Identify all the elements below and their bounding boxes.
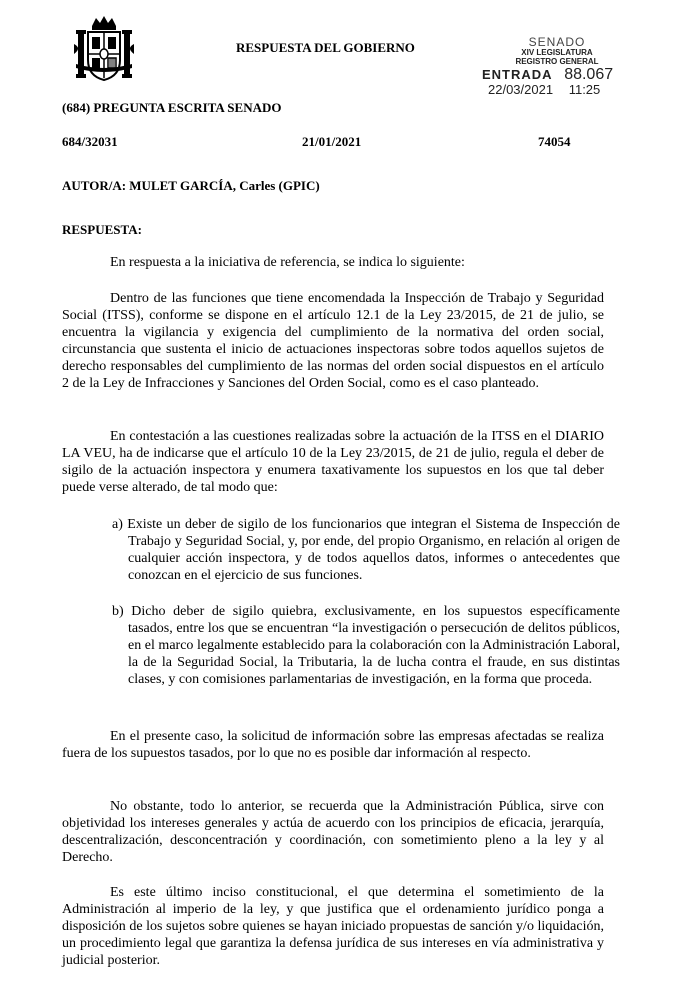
paragraph-present-case: En el presente caso, la solicitud de información sobre las empresas afectadas se realiza fuera de los supuestos tasados, por lo que no es posible dar información al respecto. [62, 729, 604, 761]
stamp-registro: REGISTRO GENERAL [515, 57, 599, 66]
question-number: 74054 [538, 134, 571, 149]
senate-registry-stamp [482, 36, 632, 97]
stamp-time: 11:25 [568, 82, 601, 97]
stamp-entrada-number: 88.067 [564, 66, 614, 83]
list-item-b: b) Dicho deber de sigilo quiebra, exclusivamente, en los supuestos específicamente tasados, entre los que se encuentran “la investigación o persecución de delitos públicos, en el marco legalmente establecido para la colaboración con la Administración Laboral, la de la Seguridad Social, la Tributaria, la de lucha contra el fraude, en sus distintas clases, y con comisiones parlamentarias de investigación, en la forma que proceda. [112, 604, 620, 687]
author-line: AUTOR/A: MULET GARCÍA, Carles (GPIC) [62, 178, 320, 193]
document-header-title: RESPUESTA DEL GOBIERNO [236, 40, 415, 55]
list-item-a: a) Existe un deber de sigilo de los funcionarios que integran el Sistema de Inspección de Trabajo y Seguridad Social, y, por ende, del propio Organismo, en relación al origen de cualquier acción inspectora, y de todos aquellos datos, informes o antecedentes que conozcan en el ejercicio de sus funciones. [112, 517, 620, 583]
stamp-legislatura: XIV LEGISLATURA [521, 48, 593, 57]
response-label: RESPUESTA: [62, 222, 142, 237]
paragraph-itss-functions: Dentro de las funciones que tiene encomendada la Inspección de Trabajo y Seguridad Social (ITSS), conforme se dispone en el artículo 12.1 de la Ley 23/2015, de 21 de julio, se encuentra la vigilancia y exigencia del cumplimiento de la normativa del orden social, circunstancia que sustenta el inicio de actuaciones inspectoras sobre todos aquellos sujetos de derecho responsables del cumplimiento de las normas del orden social dispuestos en el artículo 2 de la Ley de Infracciones y Sanciones del Orden Social, como es el caso planteado. [62, 291, 604, 391]
paragraph-diario-la-veu: En contestación a las cuestiones realizadas sobre la actuación de la ITSS en el DIARIO LA VEU, ha de indicarse que el artículo 10 de la Ley 23/2015, de 21 de julio, regula el deber de sigilo de la actuación inspectora y enumera taxativamente los supuestos en los que tal deber puede verse alterado, de tal modo que: [62, 429, 604, 495]
stamp-senado: SENADO [528, 35, 586, 49]
question-date: 21/01/2021 [302, 134, 362, 149]
question-title: (684) PREGUNTA ESCRITA SENADO [62, 100, 282, 115]
stamp-date: 22/03/2021 [488, 82, 554, 97]
spain-coat-of-arms-icon [74, 14, 134, 86]
paragraph-constitutional: Es este último inciso constitucional, el que determina el sometimiento de la Administración al imperio de la ley, y que justifica que el ordenamiento jurídico ponga a disposición de los sujetos sobre quienes se hayan iniciado propuestas de sanción y/o liquidación, un procedimiento legal que garantiza la defensa jurídica de sus intereses en vía administrativa y judicial posterior. [62, 885, 604, 968]
question-reference: 684/32031 [62, 134, 118, 149]
stamp-entrada-label: ENTRADA [482, 67, 553, 82]
paragraph-public-administration: No obstante, todo lo anterior, se recuerda que la Administración Pública, sirve con objetividad los intereses generales y actúa de acuerdo con los principios de eficacia, jerarquía, descentralización, desconcentración y coordinación, con sometimiento pleno a la ley y al Derecho. [62, 799, 604, 865]
paragraph-intro: En respuesta a la iniciativa de referencia, se indica lo siguiente: [110, 255, 465, 270]
